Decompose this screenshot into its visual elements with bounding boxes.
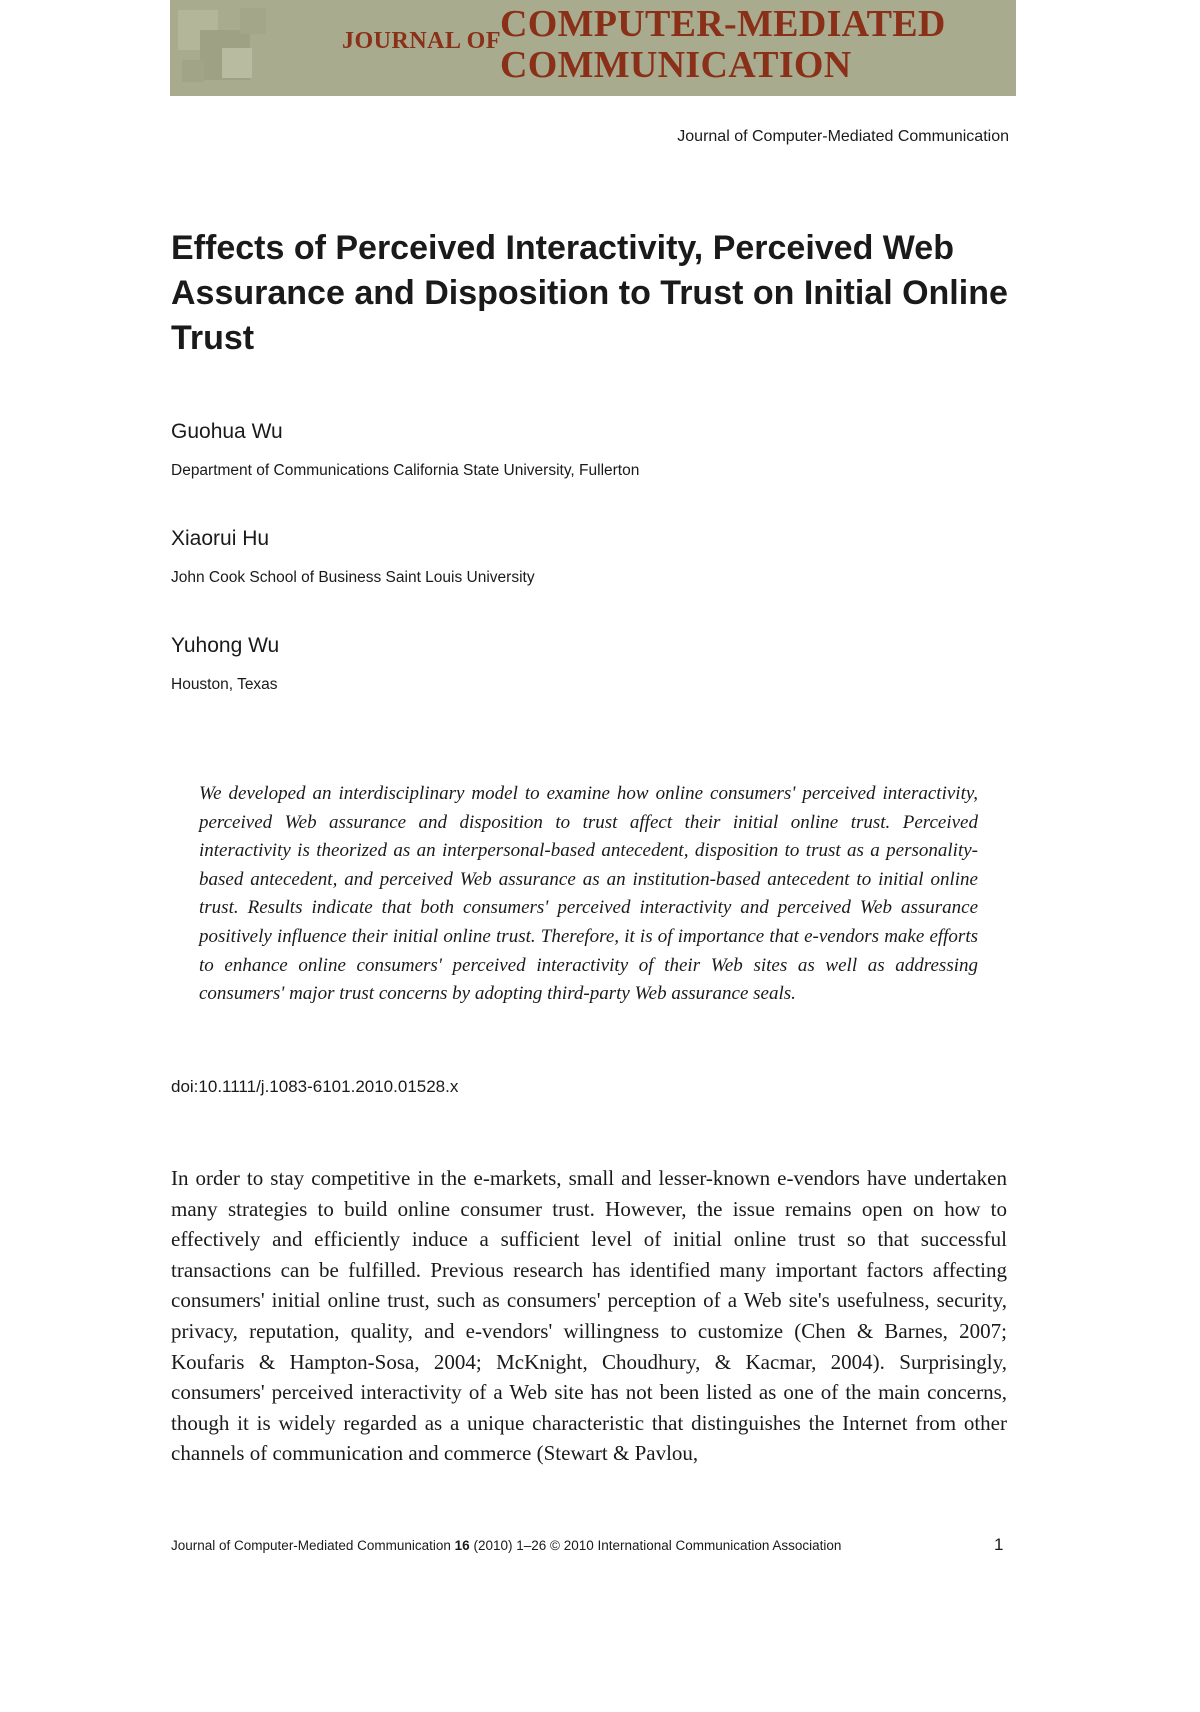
footer-journal: Journal of Computer-Mediated Communication [171, 1538, 451, 1553]
journal-banner-line1: COMPUTER-MEDIATED [500, 3, 946, 45]
banner-pattern-icon [170, 0, 280, 96]
footer-volume: 16 [454, 1538, 470, 1553]
journal-banner-line2: COMMUNICATION [500, 44, 852, 86]
body-paragraph: In order to stay competitive in the e-markets, small and lesser-known e-vendors have undertaken many strategies to build online consumer trust. However, the issue remains open on how to effectively and efficiently induce a sufficient level of initial online trust so that successful transactions can be fulfilled. Previous research has identified many important factors affecting consumers' initial online trust, such as consumers' perception of a Web site's usefulness, security, privacy, reputation, quality, and e-vendors' willingness to customize (Chen & Barnes, 2007; Koufaris & Hampton-Sosa, 2004; McKnight, Choudhury, & Kacmar, 2004). Surprisingly, consumers' perceived interactivity of a Web site has not been listed as one of the main concerns, though it is widely regarded as a unique characteristic that distinguishes the Internet from other channels of communication and commerce (Stewart & Pavlou, [171, 1166, 1007, 1466]
author-affiliation: John Cook School of Business Saint Louis University [171, 569, 535, 586]
page-footer [171, 1538, 841, 1553]
author-affiliation: Houston, Texas [171, 676, 278, 693]
article-title: Effects of Perceived Interactivity, Perceived Web Assurance and Disposition to Trust on Initial Online Trust [171, 229, 1008, 357]
author-name: Yuhong Wu [171, 634, 280, 657]
doi-link[interactable]: doi:10.1111/j.1083-6101.2010.01528.x [171, 1077, 459, 1096]
author-affiliation: Department of Communications California State University, Fullerton [171, 462, 640, 479]
page-number: 1 [994, 1535, 1004, 1554]
abstract: We developed an interdisciplinary model to examine how online consumers' perceived interactivity, perceived Web assurance and disposition to trust affect their initial online trust. Perceived interactivity is theorized as an interpersonal-based antecedent, disposition to trust as a personality-based antecedent, and perceived Web assurance as an institution-based antecedent to initial online trust. Results indicate that both consumers' perceived interactivity and perceived Web assurance positively influence their initial online trust. Therefore, it is of importance that e-vendors make efforts to enhance online consumers' perceived interactivity of their Web sites as well as addressing consumers' major trust concerns by adopting third-party Web assurance seals. [199, 783, 978, 1005]
author-name: Xiaorui Hu [171, 527, 270, 550]
journal-banner [170, 0, 1016, 96]
journal-banner-prefix: JOURNAL OF [342, 28, 502, 54]
running-head: Journal of Computer-Mediated Communication [677, 128, 1009, 145]
author-name: Guohua Wu [171, 420, 283, 443]
journal-banner-title [500, 4, 946, 86]
footer-citation: (2010) 1–26 © 2010 International Communication Association [473, 1538, 842, 1553]
